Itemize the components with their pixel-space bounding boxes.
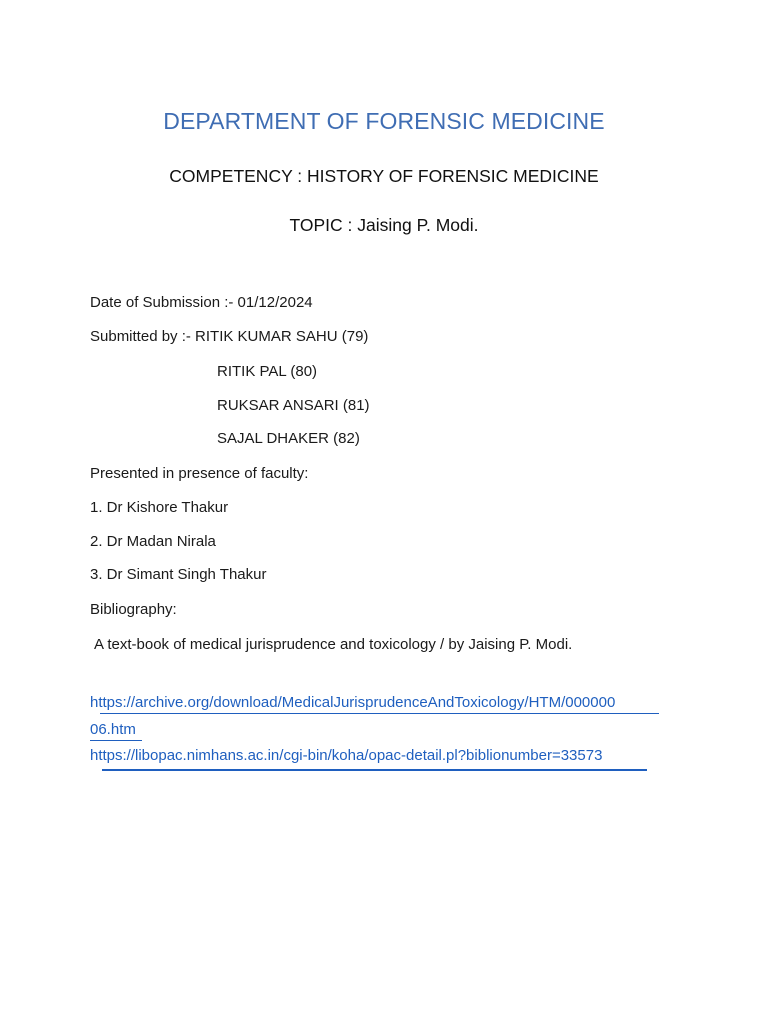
team-member: RUKSAR ANSARI (81) [217, 397, 370, 414]
archive-link-underline [90, 740, 142, 741]
faculty-heading: Presented in presence of faculty: [90, 465, 309, 482]
archive-link-continuation[interactable]: 06.htm [90, 721, 136, 738]
competency-heading: COMPETENCY : HISTORY OF FORENSIC MEDICINE [169, 166, 599, 186]
archive-link[interactable]: https://archive.org/download/MedicalJurisprudenceAndToxicology/HTM/000000 [90, 694, 616, 711]
bibliography-heading: Bibliography: [90, 601, 177, 618]
faculty-member: 3. Dr Simant Singh Thakur [90, 566, 267, 583]
libopac-link-underline [102, 769, 647, 771]
department-title: DEPARTMENT OF FORENSIC MEDICINE [163, 108, 605, 134]
faculty-member: 2. Dr Madan Nirala [90, 533, 216, 550]
team-member: RITIK PAL (80) [217, 363, 318, 380]
bibliography-book: A text-book of medical jurisprudence and toxicology / by Jaising P. Modi. [94, 636, 573, 653]
submitted-by: Submitted by :- RITIK KUMAR SAHU (79) [90, 328, 369, 345]
team-member: SAJAL DHAKER (82) [217, 430, 360, 447]
date-of-submission: Date of Submission :- 01/12/2024 [90, 294, 313, 311]
topic-heading: TOPIC : Jaising P. Modi. [289, 215, 479, 235]
archive-link-underline [100, 713, 659, 714]
libopac-link[interactable]: https://libopac.nimhans.ac.in/cgi-bin/koha/opac-detail.pl?biblionumber=33573 [90, 747, 603, 764]
faculty-member: 1. Dr Kishore Thakur [90, 499, 229, 516]
